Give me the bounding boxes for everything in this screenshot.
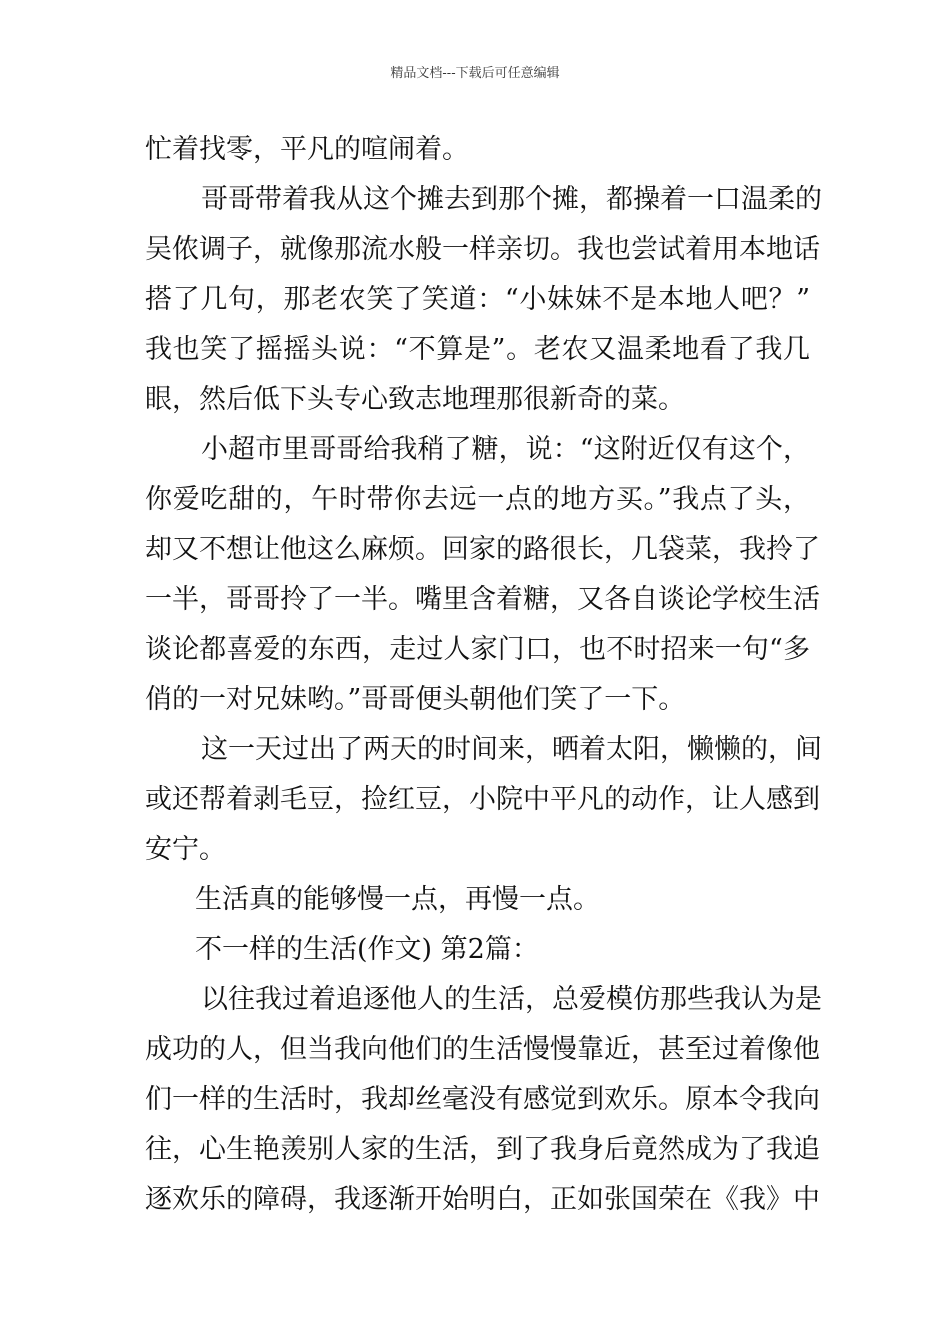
text-line: 眼，然后低下头专心致志地理那很新奇的菜。: [145, 384, 685, 415]
page-header: 精品文档---下载后可任意编辑: [390, 66, 560, 81]
document-body: [145, 125, 822, 1225]
text-line: 成功的人，但当我向他们的生活慢慢靠近，甚至过着像他: [145, 1034, 820, 1065]
text-line: 却又不想让他这么麻烦。回家的路很长，几袋菜，我拎了: [145, 534, 820, 565]
text-line: 逐欢乐的障碍，我逐渐开始明白，正如张国荣在《我》中: [145, 1184, 820, 1215]
text-line: 谈论都喜爱的东西，走过人家门口，也不时招来一句“多: [145, 634, 810, 665]
text-line: 不一样的生活(作文) 第2篇：: [195, 934, 539, 965]
text-line: 们一样的生活时，我却丝毫没有感觉到欢乐。原本令我向: [145, 1084, 820, 1115]
text-line: 我也笑了摇摇头说：“不算是”。老农又温柔地看了我几: [145, 334, 810, 365]
text-line: 忙着找零，平凡的喧闹着。: [145, 134, 469, 165]
text-line: 或还帮着剥毛豆，捡红豆，小院中平凡的动作，让人感到: [145, 784, 820, 815]
text-line: 吴侬调子，就像那流水般一样亲切。我也尝试着用本地话: [145, 234, 820, 265]
text-line: 搭了几句，那老农笑了笑道：“小妹妹不是本地人吧？”: [145, 284, 810, 315]
text-line: 这一天过出了两天的时间来，晒着太阳，懒懒的，间: [201, 734, 822, 765]
text-line: 以往我过着追逐他人的生活，总爱模仿那些我认为是: [201, 984, 822, 1015]
text-line: 小超市里哥哥给我稍了糖，说：“这附近仅有这个，: [201, 434, 810, 465]
text-line: 往，心生艳羡别人家的生活，到了我身后竟然成为了我追: [145, 1134, 820, 1165]
text-line: 你爱吃甜的，午时带你去远一点的地方买。”我点了头，: [145, 484, 810, 515]
text-line: 生活真的能够慢一点，再慢一点。: [195, 884, 600, 915]
text-line: 俏的一对兄妹哟。”哥哥便头朝他们笑了一下。: [145, 684, 686, 715]
text-line: 哥哥带着我从这个摊去到那个摊，都操着一口温柔的: [201, 184, 822, 215]
text-line: 一半，哥哥拎了一半。嘴里含着糖，又各自谈论学校生活: [145, 584, 820, 615]
text-line: 安宁。: [145, 834, 226, 865]
